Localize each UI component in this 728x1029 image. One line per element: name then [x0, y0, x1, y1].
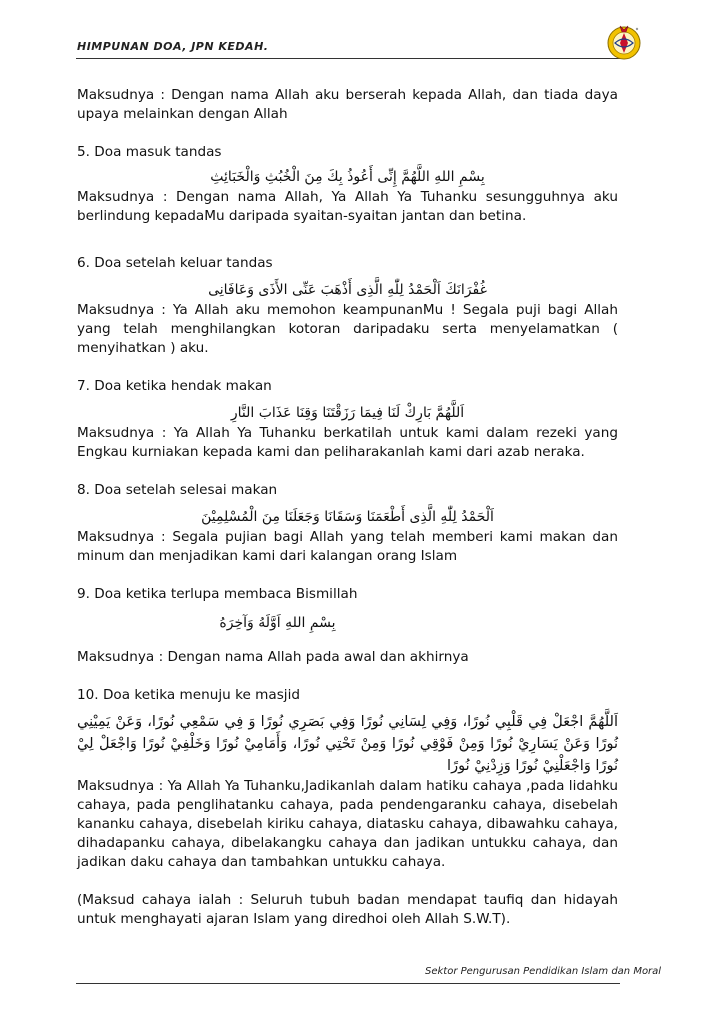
s4-meaning: Maksudnya : Dengan nama Allah aku berserah kepada Allah, dan tiada daya upaya melainkan dengan Allah [77, 87, 618, 122]
s8-meaning: Maksudnya : Segala pujian bagi Allah yang telah memberi kami makan dan minum dan menjadikan kami dari kalangan orang Islam [77, 529, 618, 564]
s10-note: (Maksud cahaya ialah : Seluruh tubuh badan mendapat taufiq dan hidayah untuk menghayati ajaran Islam yang diredhoi oleh Allah S.W.T). [77, 892, 618, 927]
s6-arabic: غُفْرَانَكَ اَلْحَمْدُ لِلّٰهِ الَّذِى أَذْهَبَ عَنِّى الأَذَى وَعَافَانِى [208, 282, 487, 298]
s9-arabic: بِسْمِ اللهِ اَوَّلَهُ وَآخِرَهُ [219, 615, 336, 631]
s5-meaning: Maksudnya : Dengan nama Allah, Ya Allah Ya Tuhanku sesungguhnya aku berlindung kepadaMu daripada syaitan-syaitan jantan dan betina. [77, 189, 618, 224]
s9-meaning: Maksudnya : Dengan nama Allah pada awal dan akhirnya [77, 649, 469, 665]
s6-meaning: Maksudnya : Ya Allah aku memohon keampunanMu ! Segala puji bagi Allah yang telah menghilangkan kotoran daripadaku serta menyelamatkan ( menyihatkan ) aku. [77, 302, 618, 356]
s7-meaning: Maksudnya : Ya Allah Ya Tuhanku berkatilah untuk kami dalam rezeki yang Engkau kurniakan kepada kami dan peliharakanlah kami dari azab neraka. [77, 425, 618, 460]
state-crest-icon [603, 21, 645, 63]
s7-arabic: اَللَّهُمَّ بَارِكْ لَنَا فِيمَا رَزَقْتَنَا وَقِنَا عَذَابَ النَّارِ [230, 405, 465, 421]
s9-title: 9. Doa ketika terlupa membaca Bismillah [77, 586, 358, 602]
s5-arabic: بِسْمِ اللهِ اللَّهُمَّ إِنِّى أَعُوذُ بِكَ مِنَ الْخُبُثِ وَالْخَبَائِثِ [210, 169, 485, 185]
s8-title: 8. Doa setelah selesai makan [77, 482, 278, 498]
s8-arabic: اَلْحَمْدُ لِلّٰهِ الَّذِى أَطْعَمَنَا وَسَقَانَا وَجَعَلَنَا مِنَ الْمُسْلِمِيْنَ [201, 509, 494, 525]
page-header-title: HIMPUNAN DOA, JPN KEDAH. [77, 40, 269, 53]
s6-title: 6. Doa setelah keluar tandas [77, 255, 273, 271]
s5-title: 5. Doa masuk tandas [77, 144, 222, 160]
s10-title: 10. Doa ketika menuju ke masjid [77, 687, 300, 703]
s10-meaning: Maksudnya : Ya Allah Ya Tuhanku,Jadikanlah dalam hatiku cahaya ,pada lidahku cahaya, pada penglihatanku cahaya, pada pendengaranku cahaya, disebelah kananku cahaya, disebelah kiriku cahaya, diatasku cahaya, dibawahku cahaya, dihadapanku cahaya, dibelakangku cahaya dan jadikan untukku cahaya, dan jadikan daku cahaya dan tambahkan untukku cahaya. [77, 778, 618, 870]
page-content [77, 86, 618, 929]
footer-rule [76, 983, 620, 984]
header-rule [76, 58, 620, 59]
s7-title: 7. Doa ketika hendak makan [77, 378, 272, 394]
page-footer-text: Sektor Pengurusan Pendidikan Islam dan Moral [425, 966, 662, 977]
s10-arabic: اَللَّهُمَّ اجْعَلْ فِي قَلْبِي نُورًا، وَفِي لِسَانِي نُورًا وَفِي بَصَرِي نُورًا وَ فِي سَمْعِي نُورًا، وَعَنْ يَمِيْنِي نُورًا وَعَنْ يَسَارِيْ نُورًا وَمِنْ فَوْقِي نُورًا وَمِنْ تَحْتِي نُورًا، وَأَمَامِيْ نُورًا وَخَلْفِيْ نُورًا وَاجْعَلْ لِيْ نُورًا وَاجْعَلْنِيْ نُورًا وَزِدْنِيْ نُورًا [77, 714, 618, 774]
